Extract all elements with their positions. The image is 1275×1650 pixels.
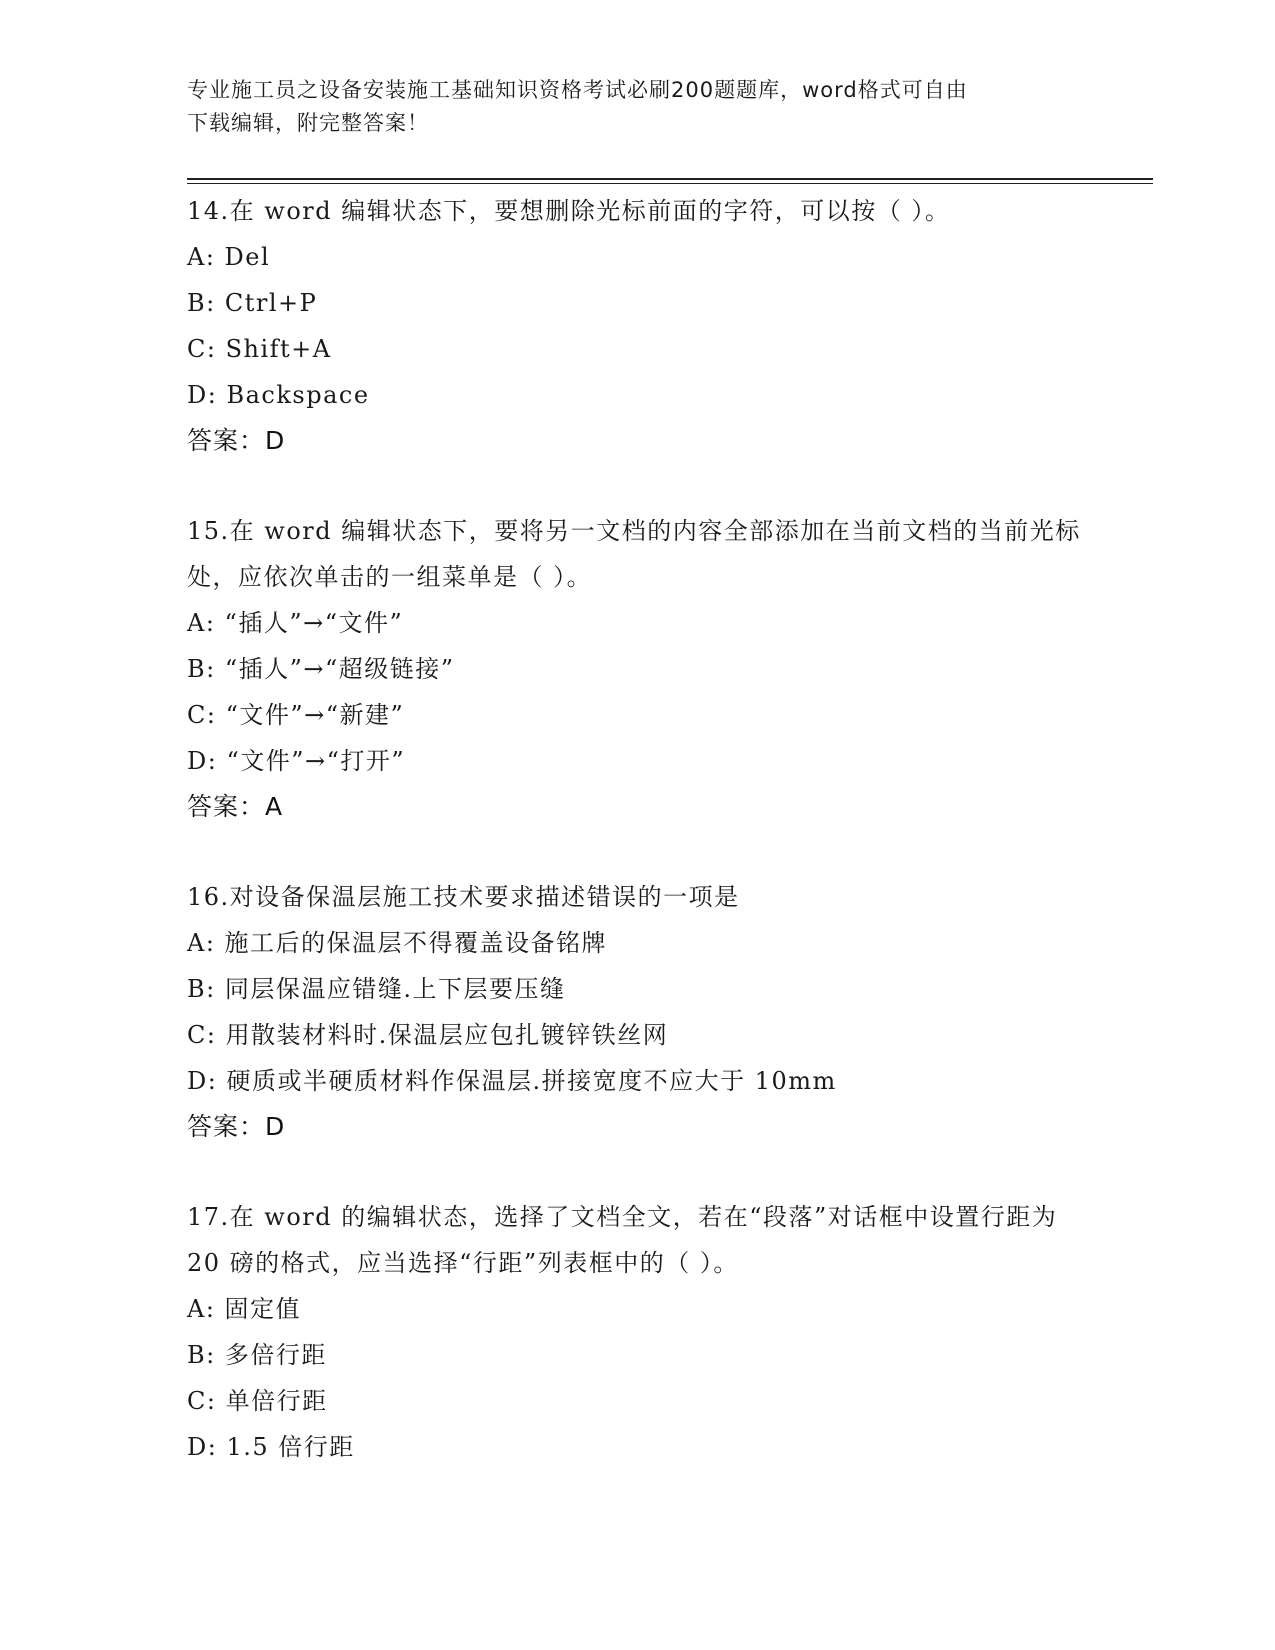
- answer-line: 答案：D: [187, 1112, 286, 1141]
- question-spacer: [187, 464, 1087, 508]
- option-a: A: Del: [187, 243, 271, 271]
- document-header: [187, 74, 1067, 140]
- option-d: D: Backspace: [187, 381, 370, 409]
- option-b: B: 多倍行距: [187, 1341, 327, 1369]
- header-divider-thin: [187, 183, 1153, 184]
- question-spacer: [187, 1150, 1087, 1194]
- header-line-1: 专业施工员之设备安装施工基础知识资格考试必刷200题题库，word格式可自由: [187, 78, 968, 102]
- option-c: C: 用散装材料时.保温层应包扎镀锌铁丝网: [187, 1021, 669, 1049]
- question-17: [187, 1194, 1087, 1470]
- question-stem: 17.在 word 的编辑状态，选择了文档全文，若在“段落”对话框中设置行距为 20 磅的格式，应当选择“行距”列表框中的（ ）。: [187, 1203, 1067, 1277]
- question-14: [187, 188, 1087, 464]
- option-b: B: “插人”→“超级链接”: [187, 655, 455, 683]
- option-d: D: 1.5 倍行距: [187, 1433, 355, 1461]
- answer-line: 答案：A: [187, 792, 284, 821]
- option-d: D: “文件”→“打开”: [187, 747, 406, 775]
- answer-line: 答案：D: [187, 426, 286, 455]
- question-stem: 16.对设备保温层施工技术要求描述错误的一项是: [187, 883, 740, 911]
- option-b: B: Ctrl+P: [187, 289, 318, 317]
- option-a: A: 固定值: [187, 1295, 302, 1323]
- option-b: B: 同层保温应错缝.上下层要压缝: [187, 975, 566, 1003]
- option-a: A: “插人”→“文件”: [187, 609, 404, 637]
- question-stem: 15.在 word 编辑状态下，要将另一文档的内容全部添加在当前文档的当前光标处，应依次单击的一组菜单是（ ）。: [187, 517, 1081, 591]
- option-c: C: Shift+A: [187, 335, 332, 363]
- option-c: C: “文件”→“新建”: [187, 701, 405, 729]
- question-16: [187, 874, 1087, 1150]
- question-spacer: [187, 830, 1087, 874]
- option-a: A: 施工后的保温层不得覆盖设备铭牌: [187, 929, 608, 957]
- option-c: C: 单倍行距: [187, 1387, 328, 1415]
- header-divider-thick: [187, 178, 1153, 180]
- option-d: D: 硬质或半硬质材料作保温层.拼接宽度不应大于 10mm: [187, 1067, 837, 1095]
- header-line-2: 下载编辑，附完整答案！: [187, 111, 429, 135]
- question-15: [187, 508, 1087, 830]
- question-list: [187, 188, 1087, 1470]
- question-stem: 14.在 word 编辑状态下，要想删除光标前面的字符，可以按（ ）。: [187, 197, 951, 225]
